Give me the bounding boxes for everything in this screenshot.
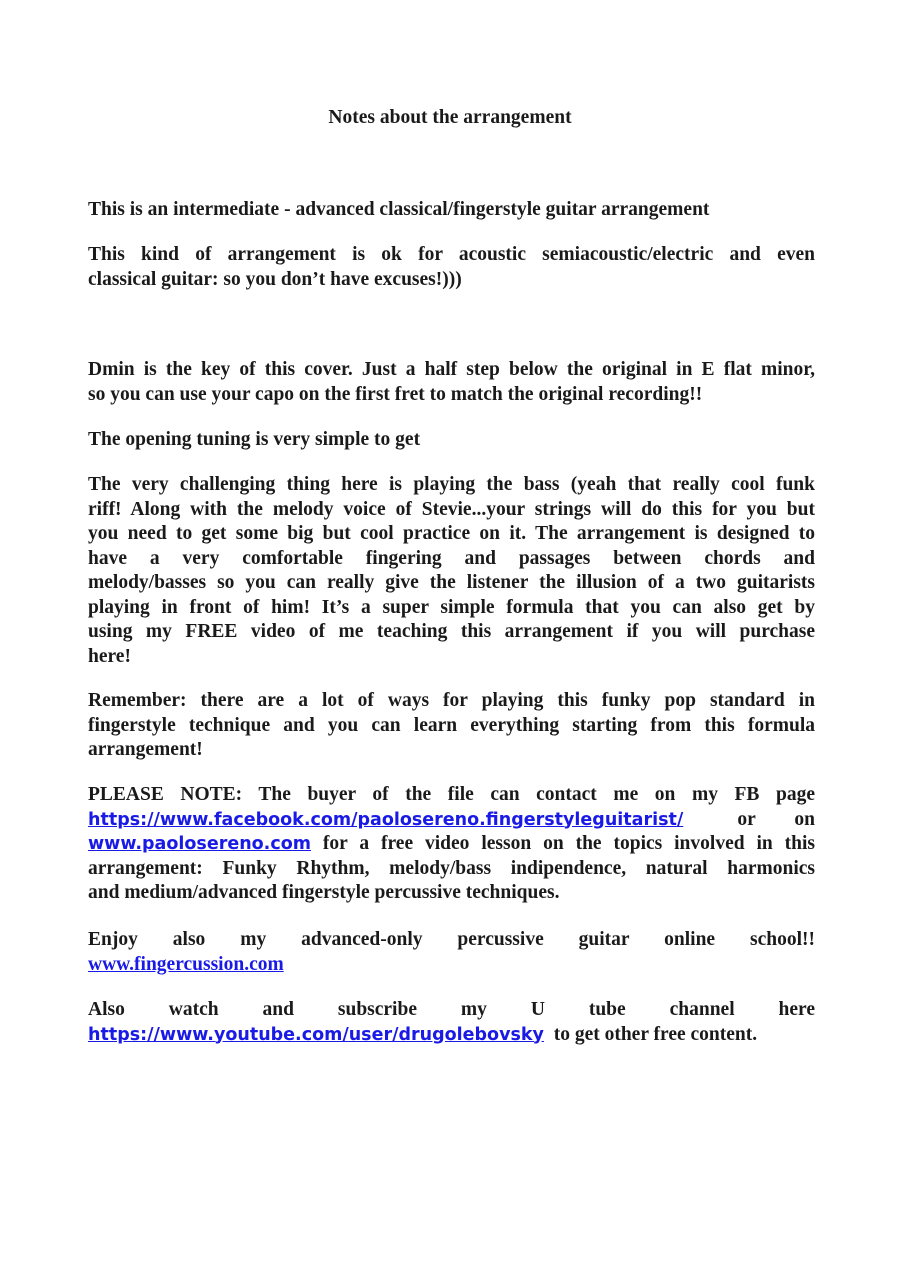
paragraph-level [88,198,815,223]
challenge-line-4: have a very comfortable fingering and passages between chords and [88,547,815,569]
paragraph-youtube [88,998,815,1047]
challenge-line-8: here! [88,645,131,667]
note-line-3 [88,832,815,857]
challenge-line-1: The very challenging thing here is playing the bass (yeah that really cool funk [88,474,815,495]
note-line-4: arrangement: Funky Rhythm, melody/bass indipendence, natural harmonics [88,857,815,879]
challenge-line-6: playing in front of him! It’s a super simple formula that you can also get by [88,596,815,618]
key-line-1: Dmin is the key of this cover. Just a half step below the original in E flat minor, [88,359,815,380]
remember-line-1: Remember: there are a lot of ways for playing this funky pop standard in [88,690,815,711]
note-line-3-rest: for a free video lesson on the topics involved in this [310,833,815,854]
facebook-link[interactable]: https://www.facebook.com/paolosereno.fingerstyleguitarist/ [88,809,684,830]
school-line-1: Enjoy also my advanced-only percussive guitar online school!! [88,929,815,950]
note-line-1: PLEASE NOTE: The buyer of the file can contact me on my FB page [88,784,815,805]
challenge-line-7: using my FREE video of me teaching this arrangement if you will purchase [88,621,815,642]
paragraph-guitar-types [88,243,815,292]
youtube-line-1: Also watch and subscribe my U tube channel here [88,999,815,1020]
guitar-types-line-1: This kind of arrangement is ok for acoustic semiacoustic/electric and even [88,244,815,265]
paragraph-key [88,358,815,407]
challenge-line-2: riff! Along with the melody voice of Stevie...your strings will do this for you but [88,498,815,520]
youtube-line-2 [88,1023,815,1048]
note-line-2 [88,808,815,833]
level-text: This is an intermediate - advanced classical/fingerstyle guitar arrangement [88,199,710,220]
challenge-line-3: you need to get some big but cool practice on it. The arrangement is designed to [88,523,815,544]
paragraph-tuning [88,428,815,453]
challenge-line-5: melody/basses so you can really give the listener the illusion of a two guitarists [88,572,815,593]
website-link[interactable]: www.paolosereno.com [88,834,311,854]
guitar-types-line-2: classical guitar: so you don’t have excuses!))) [88,268,462,290]
paragraph-school [88,928,815,977]
paragraph-challenge [88,473,815,669]
youtube-link[interactable]: https://www.youtube.com/user/drugolebovsky [88,1024,544,1045]
note-line-5: and medium/advanced fingerstyle percussive techniques. [88,882,560,903]
remember-line-2: fingerstyle technique and you can learn everything starting from this formula [88,714,815,736]
youtube-line-2-rest: to get other free content. [543,1023,758,1045]
key-line-2: so you can use your capo on the first fret to match the original recording!! [88,383,703,405]
or-on-text: or on [737,808,815,830]
fingercussion-link[interactable]: www.fingercussion.com [88,953,284,975]
paragraph-please-note [88,783,815,906]
school-line-2 [88,953,815,978]
page-title: Notes about the arrangement [328,107,572,128]
remember-line-3: arrangement! [88,739,203,760]
paragraph-remember [88,689,815,763]
tuning-text: The opening tuning is very simple to get [88,429,421,450]
